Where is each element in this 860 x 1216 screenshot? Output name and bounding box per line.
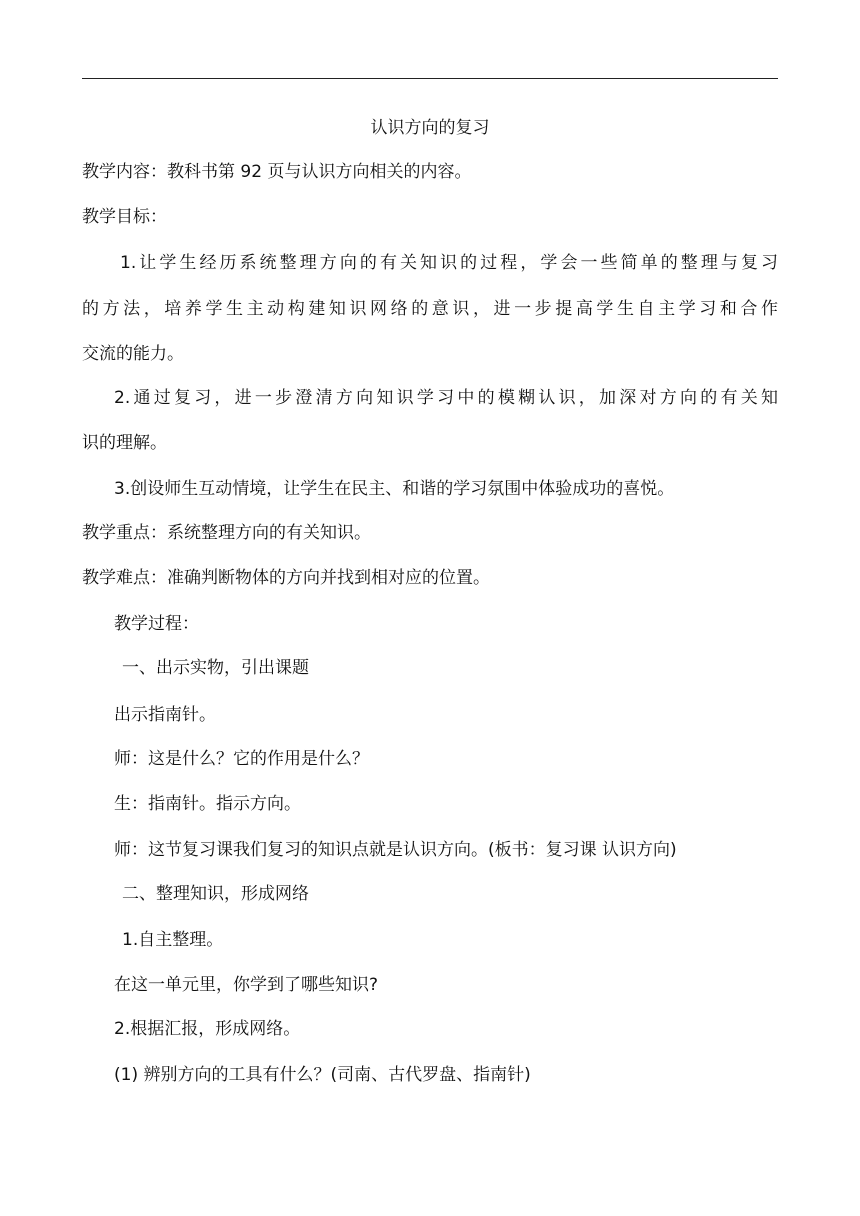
text-line: 教学难点：准确判断物体的方向并找到相对应的位置。 xyxy=(82,568,490,588)
page-title: 认识方向的复习 xyxy=(370,118,490,138)
text-line: 师：这节复习课我们复习的知识点就是认识方向。(板书：复习课 认识方向) xyxy=(114,840,677,860)
text-line: 师：这是什么？它的作用是什么？ xyxy=(114,749,369,769)
text-line: 交流的能力。 xyxy=(82,344,184,364)
text-line: 教学内容：教科书第 92 页与认识方向相关的内容。 xyxy=(82,162,472,182)
text-line: 2.根据汇报，形成网络。 xyxy=(114,1019,301,1039)
text-line: 出示指南针。 xyxy=(114,705,216,725)
header-rule xyxy=(82,78,778,79)
text-line: 生：指南针。指示方向。 xyxy=(114,794,301,814)
text-line: 教学过程： xyxy=(114,614,199,634)
text-line: 识的理解。 xyxy=(82,433,167,453)
text-line: 在这一单元里，你学到了哪些知识? xyxy=(114,975,379,995)
text-line: (1) 辨别方向的工具有什么？(司南、古代罗盘、指南针) xyxy=(114,1065,531,1085)
text-line: 2.通过复习，进一步澄清方向知识学习中的模糊认识，加深对方向的有关知 xyxy=(114,388,778,408)
text-line: 的方法，培养学生主动构建知识网络的意识，进一步提高学生自主学习和合作 xyxy=(82,299,778,319)
text-line: 教学目标： xyxy=(82,207,167,227)
text-line: 教学重点：系统整理方向的有关知识。 xyxy=(82,523,371,543)
text-line: 一、出示实物，引出课题 xyxy=(122,658,309,678)
text-line: 1.自主整理。 xyxy=(122,930,224,950)
text-line: 1.让学生经历系统整理方向的有关知识的过程，学会一些简单的整理与复习 xyxy=(120,253,778,273)
text-line: 3.创设师生互动情境，让学生在民主、和谐的学习氛围中体验成功的喜悦。 xyxy=(114,479,675,499)
text-line: 二、整理知识，形成网络 xyxy=(122,884,309,904)
